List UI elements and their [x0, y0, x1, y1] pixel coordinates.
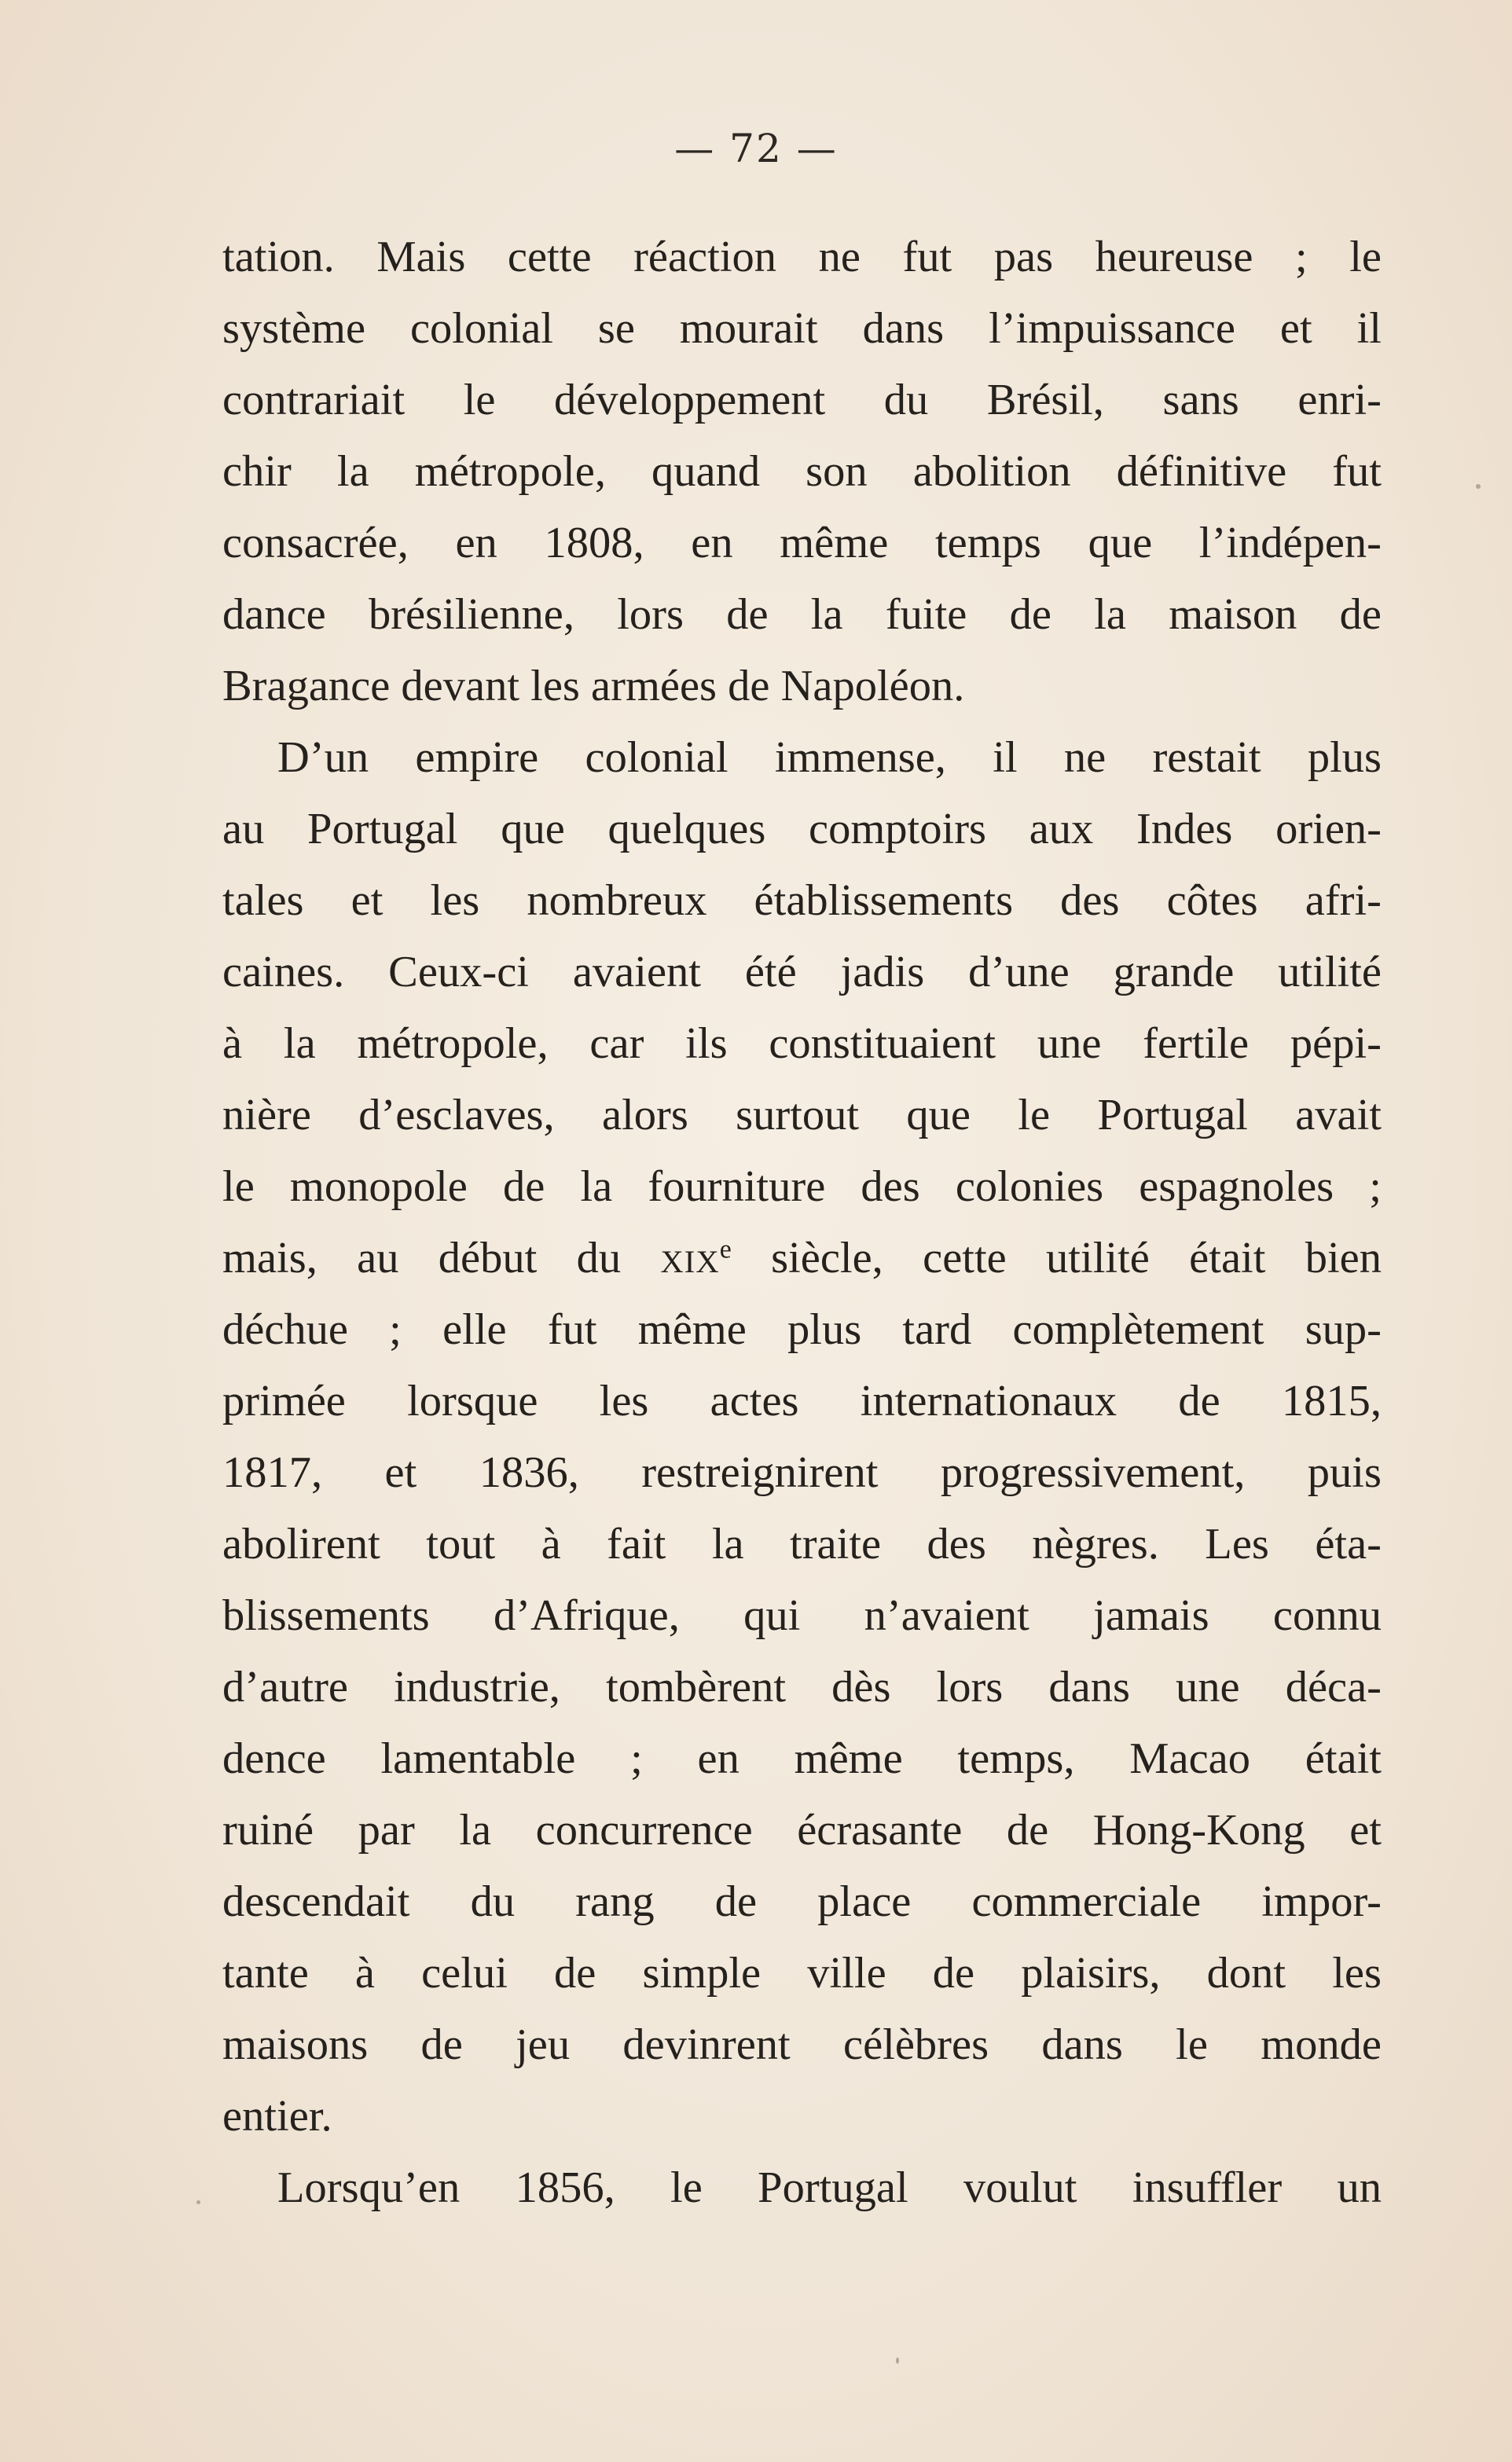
text-line: déchue ; elle fut même plus tard complètement sup- — [222, 1305, 1382, 1354]
text-line-with-century — [222, 1223, 1382, 1294]
paper-speck — [896, 2357, 899, 2364]
text-line: nière d’esclaves, alors surtout que le Portugal avait — [222, 1091, 1382, 1139]
text-line: à la métropole, car ils constituaient une fertile pépi- — [222, 1019, 1382, 1068]
text-line: consacrée, en 1808, en même temps que l’indépen- — [222, 519, 1382, 567]
line-text-before: mais, au début du — [222, 1234, 661, 1282]
text-line: au Portugal que quelques comptoirs aux Indes orien- — [222, 805, 1382, 853]
text-line: tante à celui de simple ville de plaisirs, dont les — [222, 1949, 1382, 1998]
text-line: tales et les nombreux établissements des côtes afri- — [222, 876, 1382, 925]
text-line: dence lamentable ; en même temps, Macao était — [222, 1734, 1382, 1783]
text-line: maisons de jeu devinrent célèbres dans le monde — [222, 2020, 1382, 2069]
text-line: Bragance devant les armées de Napoléon. — [222, 662, 965, 710]
century-numeral: XIX — [660, 1244, 720, 1279]
page-number: — 72 — — [674, 126, 838, 171]
text-line: le monopole de la fourniture des colonies espagnoles ; — [222, 1162, 1382, 1211]
text-line: abolirent tout à fait la traite des nègres. Les éta- — [222, 1520, 1382, 1569]
text-line: dance brésilienne, lors de la fuite de la maison de — [222, 590, 1382, 639]
text-line: caines. Ceux-ci avaient été jadis d’une grande utilité — [222, 948, 1382, 996]
line-text-after: siècle, cette utilité était bien — [731, 1234, 1382, 1282]
paper-speck — [1476, 484, 1481, 489]
text-line: tation. Mais cette réaction ne fut pas heureuse ; le — [222, 233, 1382, 281]
text-line: d’autre industrie, tombèrent dès lors dans une déca- — [222, 1663, 1382, 1712]
century-superscript: e — [719, 1235, 732, 1264]
text-line: contrariait le développement du Brésil, sans enri- — [222, 376, 1382, 424]
text-line: ruiné par la concurrence écrasante de Hong-Kong et — [222, 1806, 1382, 1855]
text-line: blissements d’Afrique, qui n’avaient jamais connu — [222, 1591, 1382, 1640]
text-line: descendait du rang de place commerciale impor- — [222, 1877, 1382, 1926]
text-line: système colonial se mourait dans l’impuissance et il — [222, 304, 1382, 353]
paragraph-start-line: D’un empire colonial immense, il ne restait plus — [277, 733, 1382, 782]
paragraph-start-line: Lorsqu’en 1856, le Portugal voulut insuffler un — [277, 2163, 1382, 2212]
paper-speck — [196, 2200, 200, 2204]
text-line: entier. — [222, 2092, 332, 2141]
text-line: primée lorsque les actes internationaux de 1815, — [222, 1377, 1382, 1425]
text-line: 1817, et 1836, restreignirent progressivement, puis — [222, 1448, 1382, 1497]
text-line: chir la métropole, quand son abolition définitive fut — [222, 447, 1382, 496]
body-text — [222, 222, 1382, 2224]
